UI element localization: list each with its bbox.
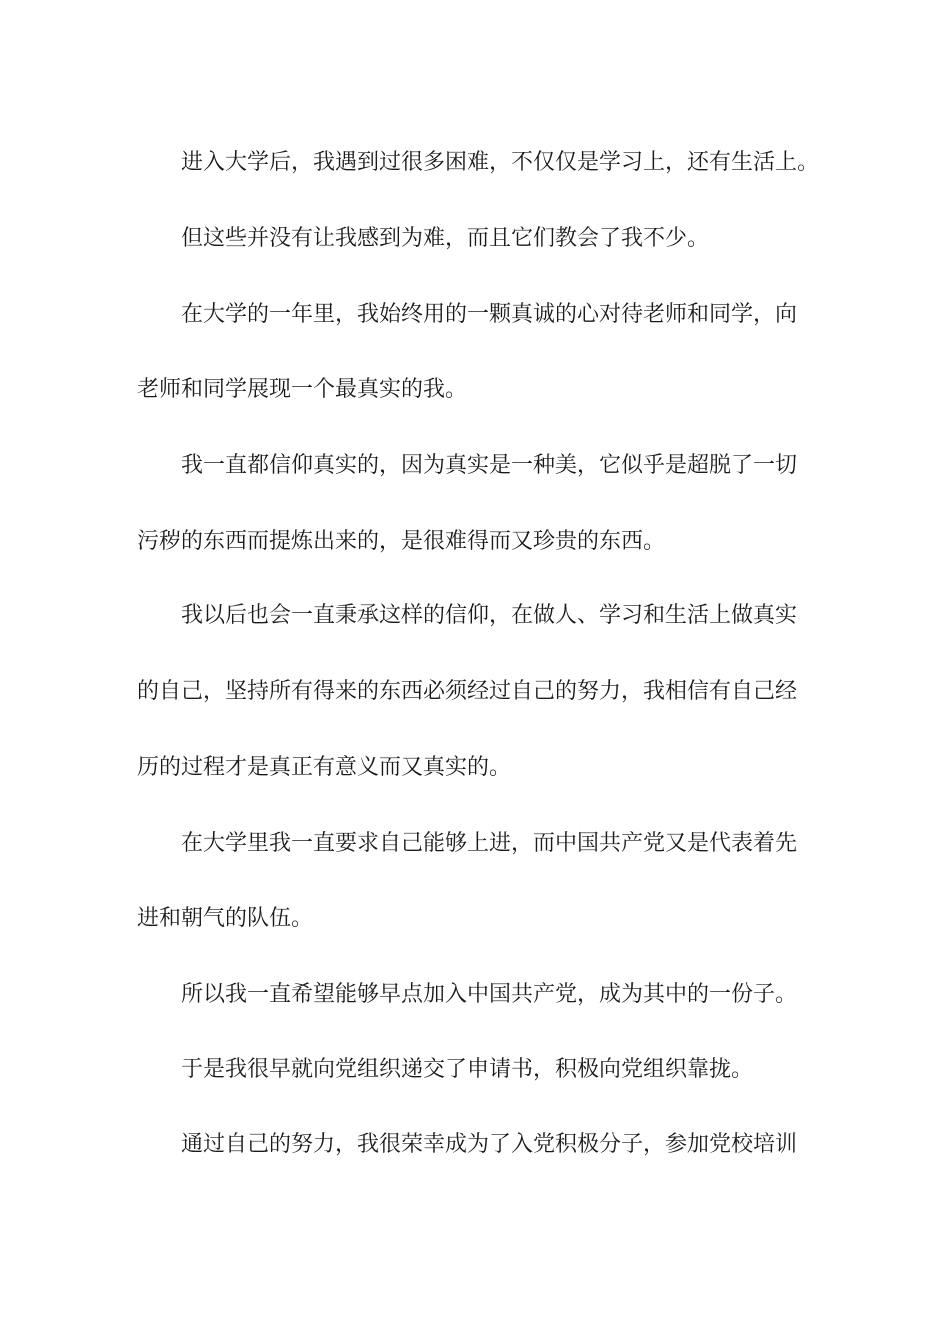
- paragraph-line-2: 但这些并没有让我感到为难，而且它们教会了我不少。: [181, 226, 710, 251]
- paragraph-line-13: 于是我很早就向党组织递交了申请书，积极向党组织靠拢。: [181, 1057, 754, 1082]
- paragraph-line-4: 老师和同学展现一个最真实的我。: [137, 377, 468, 402]
- paragraph-line-6: 污秽的东西而提炼出来的，是很难得而又珍贵的东西。: [137, 529, 666, 554]
- paragraph-line-12: 所以我一直希望能够早点加入中国共产党，成为其中的一份子。: [181, 982, 798, 1007]
- paragraph-line-8: 的自己，坚持所有得来的东西必须经过自己的努力，我相信有自己经: [137, 679, 798, 704]
- paragraph-line-7: 我以后也会一直秉承这样的信仰，在做人、学习和生活上做真实: [181, 603, 798, 628]
- paragraph-line-14: 通过自己的努力，我很荣幸成为了入党积极分子，参加党校培训: [181, 1132, 798, 1157]
- paragraph-line-10: 在大学里我一直要求自己能够上进，而中国共产党又是代表着先: [181, 831, 798, 856]
- paragraph-line-9: 历的过程才是真正有意义而又真实的。: [137, 755, 512, 780]
- paragraph-line-5: 我一直都信仰真实的，因为真实是一种美，它似乎是超脱了一切: [181, 453, 798, 478]
- paragraph-line-11: 进和朝气的队伍。: [137, 906, 314, 931]
- paragraph-line-3: 在大学的一年里，我始终用的一颗真诚的心对待老师和同学，向: [181, 302, 798, 327]
- paragraph-line-1: 进入大学后，我遇到过很多困难，不仅仅是学习上，还有生活上。: [181, 150, 820, 175]
